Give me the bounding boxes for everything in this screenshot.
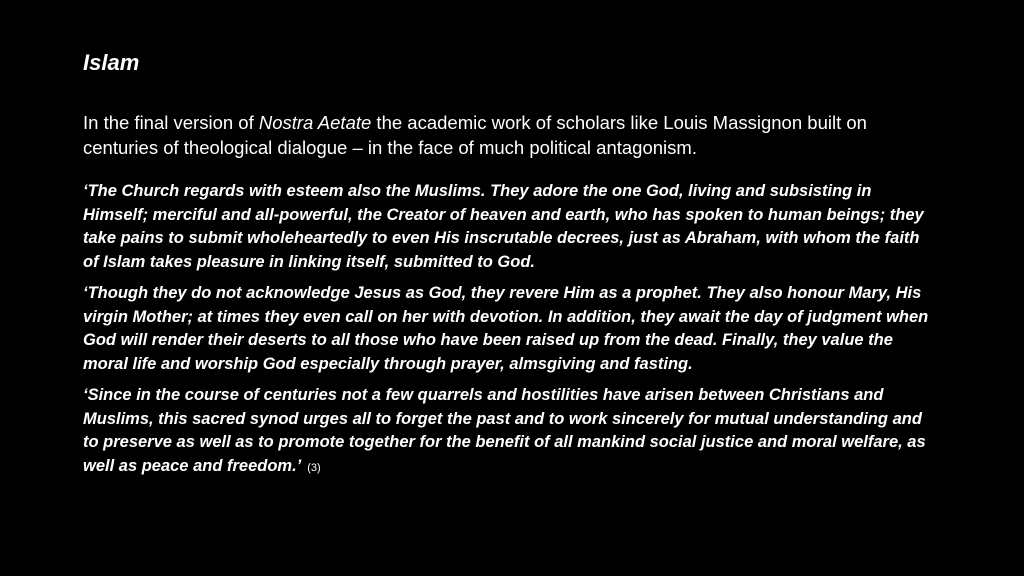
intro-document-title: Nostra Aetate [258,112,372,133]
slide-title: Islam [83,50,140,75]
quote-paragraph-2: ‘Though they do not acknowledge Jesus as God, they revere Him as a prophet. They also honour Mary, His virgin Mother; at times they even call on her with devotion. In addition, they await the day of judgment when God will render their deserts to all those who have been raised up from the dead. Finally, they value the moral life and worship God especially through prayer, almsgiving and fasting. [83,284,929,373]
intro-text-start: In the final version of [83,112,259,133]
quote-paragraph-3-text: ‘Since in the course of centuries not a few quarrels and hostilities have arisen between Christians and Muslims, this sacred synod urges all to forget the past and to work sincerely for mutual understanding and to preserve as well as to promote together for the benefit of all mankind social justice and moral welfare, as well as peace and freedom.’ [83,386,926,475]
quote-paragraph-3 [83,384,933,480]
citation-marker: (3) [307,461,321,474]
intro-text-end: the academic work of scholars like Louis Massignon built on centuries of theological dialogue – in the face of much political antagonism. [83,112,867,158]
quote-paragraph-1: ‘The Church regards with esteem also the Muslims. They adore the one God, living and subsisting in Himself; merciful and all-powerful, the Creator of heaven and earth, who has spoken to human beings; they take pains to submit wholeheartedly to even His inscrutable decrees, just as Abraham, with whom the faith of Islam takes pleasure in linking itself, submitted to God. [83,182,924,271]
intro-paragraph [83,110,923,160]
slide-content [83,48,943,480]
